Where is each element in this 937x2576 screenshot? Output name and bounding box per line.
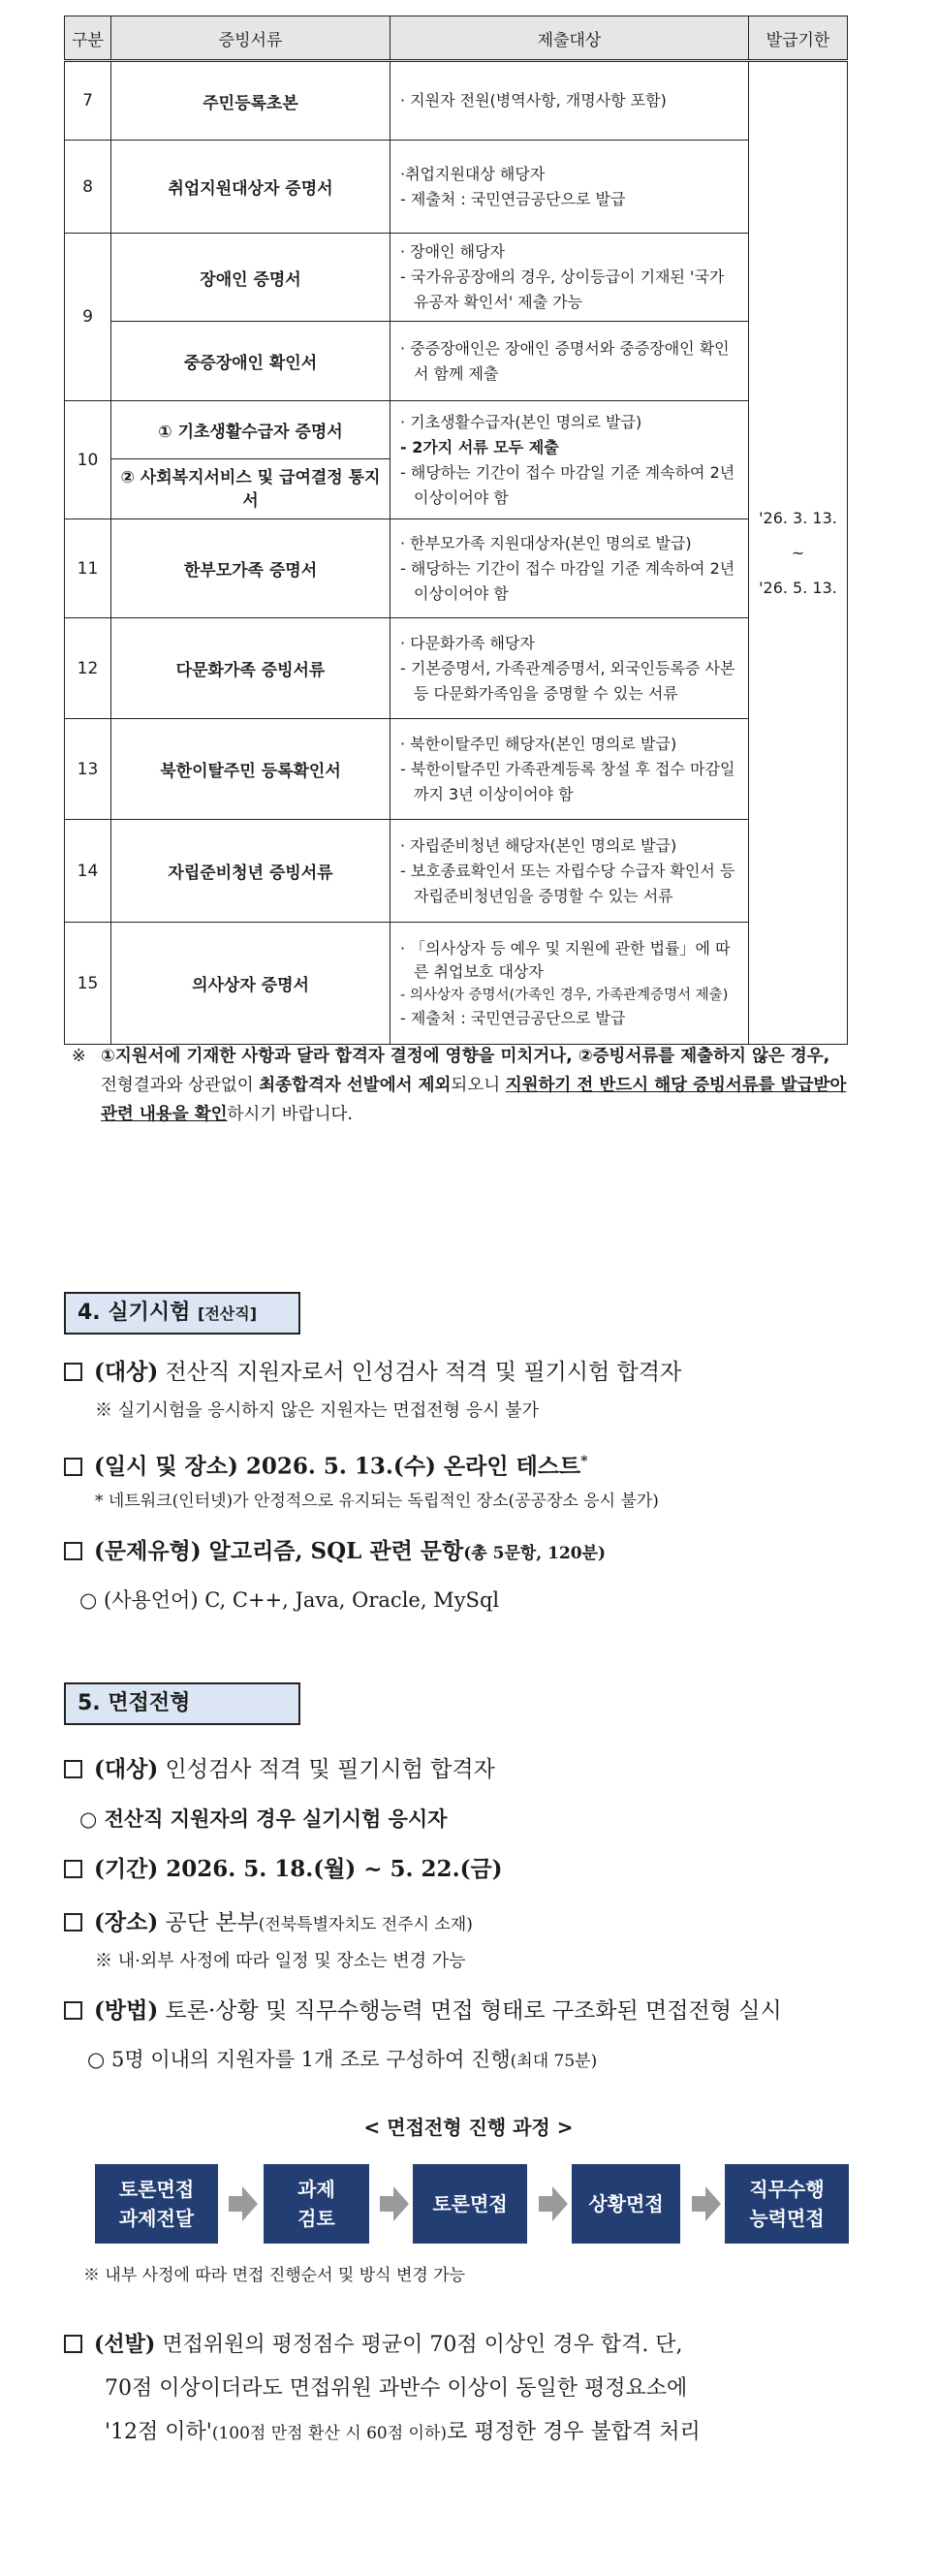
document-name: 북한이탈주민 등록확인서 xyxy=(111,719,390,820)
checkbox-bullet xyxy=(64,1913,82,1932)
submission-target: · 기초생활수급자(본인 명의로 발급) - 2가지 서류 모두 제출 - 해당하는 기간이 접수 마감일 기준 계속하여 2년 이상이어야 함 xyxy=(390,401,749,519)
flow-title: < 면접전형 진행 과정 > xyxy=(363,2116,574,2139)
arrow-right-icon xyxy=(380,2186,409,2221)
document-name: 한부모가족 증명서 xyxy=(111,519,390,618)
table-row xyxy=(65,923,848,1045)
row-number: 9 xyxy=(65,234,111,401)
section-5-place: (장소) 공단 본부(전북특별자치도 전주시 소재) xyxy=(64,1906,473,1941)
section-4-language: ○ (사용언어) C, C++, Java, Oracle, MySql xyxy=(79,1588,500,1612)
checkbox-bullet xyxy=(64,1363,82,1381)
table-row xyxy=(65,820,848,923)
submission-target: · 자립준비청년 해당자(본인 명의로 발급) - 보호종료확인서 또는 자립수당 수급자 확인서 등 자립준비청년임을 증명할 수 있는 서류 xyxy=(390,820,749,923)
submission-target: · 중증장애인은 장애인 증명서와 중증장애인 확인서 함께 제출 xyxy=(390,322,749,401)
table-row xyxy=(65,61,848,141)
flow-step-discussion-assignment: 토론면접 과제전달 xyxy=(95,2164,218,2244)
col-header-document: 증빙서류 xyxy=(111,16,390,61)
table-row xyxy=(65,322,848,401)
arrow-right-icon xyxy=(539,2186,568,2221)
document-name: 취업지원대상자 증명서 xyxy=(111,141,390,234)
col-header-target: 제출대상 xyxy=(390,16,749,61)
submission-target: · 지원자 전원(병역사항, 개명사항 포함) xyxy=(390,61,749,141)
row-number: 14 xyxy=(65,820,111,923)
row-number: 7 xyxy=(65,61,111,141)
row-number: 8 xyxy=(65,141,111,234)
section-4-target-note: ※ 실기시험을 응시하지 않은 지원자는 면접전형 응시 불가 xyxy=(95,1400,539,1421)
document-name: 자립준비청년 증빙서류 xyxy=(111,820,390,923)
documents-table xyxy=(64,16,848,1045)
submission-target: · 장애인 해당자 - 국가유공장애의 경우, 상이등급이 기재된 '국가유공자 확인서' 제출 가능 xyxy=(390,234,749,322)
submission-target: · 한부모가족 지원대상자(본인 명의로 발급) - 해당하는 기간이 접수 마감일 기준 계속하여 2년 이상이어야 함 xyxy=(390,519,749,618)
checkbox-bullet xyxy=(64,1760,82,1778)
document-name: 주민등록초본 xyxy=(111,61,390,141)
section-4-date-note: * 네트워크(인터넷)가 안정적으로 유지되는 독립적인 장소(공공장소 응시 불가) xyxy=(95,1492,659,1511)
document-name: 장애인 증명서 xyxy=(111,234,390,322)
table-row xyxy=(65,519,848,618)
section-4-date: (일시 및 장소) 2026. 5. 13.(수) 온라인 테스트* xyxy=(64,1445,588,1484)
submission-target: ·취업지원대상 해당자 - 제출처 : 국민연금공단으로 발급 xyxy=(390,141,749,234)
note-mark: ※ xyxy=(72,1047,86,1066)
document-name: 다문화가족 증빙서류 xyxy=(111,618,390,719)
section-4-header: 4. 실기시험 [전산직] xyxy=(64,1292,300,1335)
document-name: 의사상자 증명서 xyxy=(111,923,390,1045)
checkbox-bullet xyxy=(64,2001,82,2020)
col-header-deadline: 발급기한 xyxy=(749,16,848,61)
row-number: 13 xyxy=(65,719,111,820)
table-row xyxy=(65,618,848,719)
section-4-target: (대상) 전산직 지원자로서 인성검사 적격 및 필기시험 합격자 xyxy=(64,1356,681,1389)
section-5-place-note: ※ 내·외부 사정에 따라 일정 및 장소는 변경 가능 xyxy=(95,1951,466,1971)
document-name: 중증장애인 확인서 xyxy=(111,322,390,401)
submission-target: · 「의사상자 등 예우 및 지원에 관한 법률」에 따른 취업보호 대상자 - 의사상자 증명서(가족인 경우, 가족관계증명서 제출) - 제출처 : 국민연금공단으로 발급 xyxy=(390,923,749,1045)
flow-note: ※ 내부 사정에 따라 면접 진행순서 및 방식 변경 가능 xyxy=(83,2266,466,2285)
arrow-right-icon xyxy=(692,2186,721,2221)
flow-step-situation: 상황면접 xyxy=(572,2164,680,2244)
row-number: 11 xyxy=(65,519,111,618)
section-5-target: (대상) 인성검사 적격 및 필기시험 합격자 xyxy=(64,1753,495,1786)
issue-deadline: '26. 3. 13. ~ '26. 5. 13. xyxy=(749,61,848,1045)
checkbox-bullet xyxy=(64,1860,82,1878)
arrow-right-icon xyxy=(229,2186,258,2221)
row-number: 10 xyxy=(65,401,111,519)
note-body: ①지원서에 기재한 사항과 달라 합격자 결정에 영향을 미치거나, ②증빙서류를 제출하지 않은 경우, 전형결과와 상관없이 최종합격자 선발에서 제외되오니 지원하기 전 반드시 해당 증빙서류를 발급받아 관련 내용을 확인하시기 바랍니다. xyxy=(101,1047,847,1124)
table-header-row xyxy=(65,16,848,61)
checkbox-bullet xyxy=(64,1542,82,1560)
section-5-header: 5. 면접전형 xyxy=(64,1682,300,1725)
table-row xyxy=(65,141,848,234)
section-5-method: (방법) 토론·상황 및 직무수행능력 면접 형태로 구조화된 면접전형 실시 xyxy=(64,1995,782,2027)
table-row xyxy=(65,234,848,322)
col-header-no: 구분 xyxy=(65,16,111,61)
submission-target: · 다문화가족 해당자 - 기본증명서, 가족관계증명서, 외국인등록증 사본 등 다문화가족임을 증명할 수 있는 서류 xyxy=(390,618,749,719)
row-number: 15 xyxy=(65,923,111,1045)
section-5-selection: (선발) 면접위원의 평정점수 평균이 70점 이상인 경우 합격. 단, 70점 이상이더라도 면접위원 과반수 이상이 동일한 평정요소에 '12점 이하'(100점 만점 환산 시 60점 이하)로 평정한 경우 불합격 처리 xyxy=(64,2323,849,2456)
submission-target: · 북한이탈주민 해당자(본인 명의로 발급) - 북한이탈주민 가족관계등록 창설 후 접수 마감일까지 3년 이상이어야 함 xyxy=(390,719,749,820)
document-name: ② 사회복지서비스 및 급여결정 통지서 xyxy=(111,459,390,519)
flow-step-task-review: 과제 검토 xyxy=(264,2164,369,2244)
section-5-target-sub: ○ 전산직 지원자의 경우 실기시험 응시자 xyxy=(79,1806,448,1831)
checkbox-bullet xyxy=(64,1458,82,1476)
warning-note xyxy=(72,1042,847,1129)
section-5-period: (기간) 2026. 5. 18.(월) ~ 5. 22.(금) xyxy=(64,1853,503,1886)
document-name: ① 기초생활수급자 증명서 xyxy=(111,401,390,459)
flow-step-discussion: 토론면접 xyxy=(413,2164,527,2244)
checkbox-bullet xyxy=(64,2335,82,2353)
section-4-type: (문제유형) 알고리즘, SQL 관련 문항(총 5문항, 120분) xyxy=(64,1535,606,1570)
table-row xyxy=(65,401,848,459)
flow-step-job-competency: 직무수행 능력면접 xyxy=(725,2164,849,2244)
row-number: 12 xyxy=(65,618,111,719)
table-row xyxy=(65,719,848,820)
section-5-method-sub: ○ 5명 이내의 지원자를 1개 조로 구성하여 진행(최대 75분) xyxy=(87,2048,598,2071)
